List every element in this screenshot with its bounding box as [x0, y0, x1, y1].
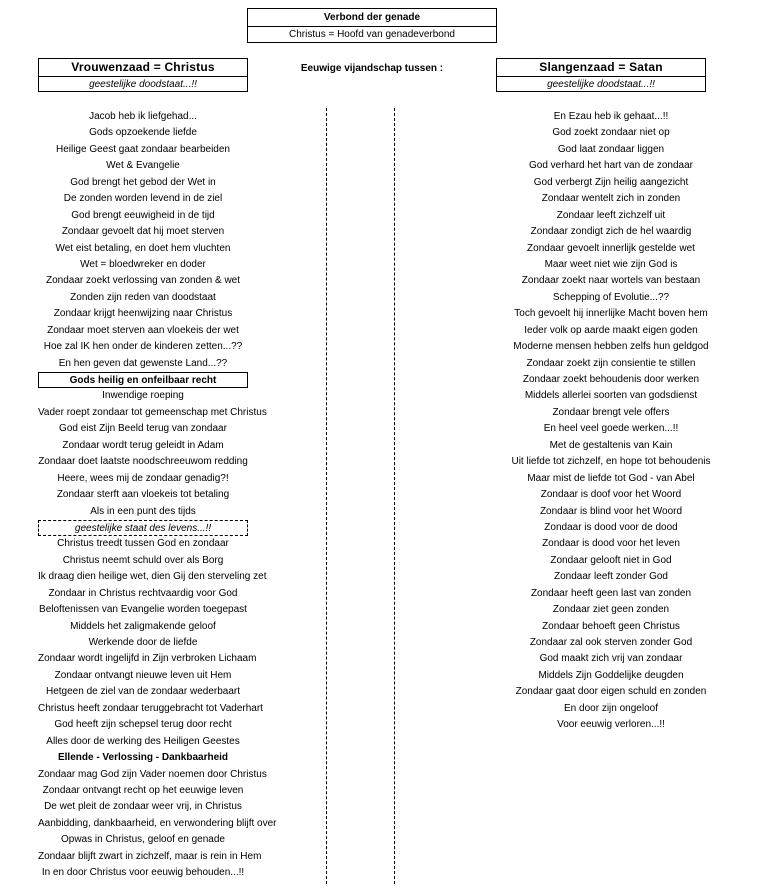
right-line: Zondaar ziet geen zonden: [552, 604, 670, 616]
right-line: God verbergt Zijn heilig aangezicht: [533, 176, 689, 188]
left-line: Zondaar ontvangt nieuwe leven uit Hem: [54, 669, 232, 681]
left-line: Jacob heb ik liefgehad...: [89, 111, 197, 122]
right-line: Zondaar zoekt naar wortels van bestaan: [521, 275, 701, 287]
right-line: Ieder volk op aarde maakt eigen goden: [524, 324, 698, 336]
right-line: Uit liefde tot zichzelf, en hope tot behoudenis: [511, 456, 711, 468]
left-line: Als in een punt des tijds: [90, 505, 196, 517]
left-line: Gods opzoekende liefde: [89, 127, 197, 139]
covenant-title-box: [247, 8, 497, 43]
left-line: Zondaar sterft aan vloekeis tot betaling: [56, 489, 230, 501]
left-line: God heeft zijn schepsel terug door recht: [54, 719, 232, 731]
left-line: De zonden worden levend in de ziel: [63, 193, 223, 205]
left-line: Zondaar mag God zijn Vader noemen door Christus: [38, 768, 267, 780]
left-line: Werkende door de liefde: [88, 637, 198, 648]
right-line: Zondaar zoekt zijn consientie te stillen: [526, 357, 696, 369]
left-line: Wet = bloedwreker en doder: [80, 258, 206, 270]
left-line: Christus neemt schuld over als Borg: [62, 554, 224, 566]
right-line: Zondaar is dood voor de dood: [544, 521, 678, 533]
right-line: Zondaar leeft zichzelf uit: [556, 209, 666, 221]
left-line: Zondaar zoekt verlossing van zonden & wet: [46, 275, 240, 287]
right-line: Zondaar zoekt behoudenis door werken: [522, 374, 700, 385]
left-line: geestelijke staat des levens...!!: [38, 520, 248, 536]
left-line: God brengt het gebod der Wet in: [70, 176, 216, 188]
right-line: Zondaar zal ook sterven zonder God: [529, 637, 693, 648]
right-header-title: Slangenzaad = Satan: [497, 59, 705, 77]
left-line: Inwendige roeping: [102, 390, 184, 402]
left-line: Hetgeen de ziel van de zondaar wederbaart: [45, 686, 241, 698]
middle-label: Eeuwige vijandschap tussen :: [300, 63, 444, 74]
left-line: Middels het zaligmakende geloof: [70, 620, 216, 632]
left-line: Ik draag dien heilige wet, dien Gij den sterveling zet: [38, 571, 267, 583]
covenant-title: Verbond der genade: [248, 9, 496, 27]
right-header-subtitle: geestelijke doodstaat...!!: [547, 79, 655, 90]
left-line: Heere, wees mij de zondaar genadig?!: [57, 472, 229, 484]
right-line: Toch gevoelt hij innerlijke Macht boven hem: [514, 308, 708, 320]
left-line: Zondaar gevoelt dat hij moet sterven: [61, 226, 225, 238]
left-line: De wet pleit de zondaar weer vrij, in Christus: [44, 801, 242, 813]
right-column: [496, 109, 726, 734]
right-line: Zondaar is blind voor het Woord: [539, 505, 683, 517]
left-line: Zondaar ontvangt recht op het eeuwige leven: [42, 784, 244, 796]
left-header-subtitle: geestelijke doodstaat...!!: [89, 79, 197, 90]
right-line: Voor eeuwig verloren...!!: [557, 719, 665, 731]
right-line: Zondaar is doof voor het Woord: [540, 489, 682, 501]
left-line: Opwas in Christus, geloof en genade: [61, 834, 225, 846]
right-line: Moderne mensen hebben zelfs hun geldgod: [513, 341, 709, 353]
left-line: Zondaar wordt terug geleidt in Adam: [62, 439, 224, 451]
left-line: Zondaar blijft zwart in zichzelf, maar is rein in Hem: [38, 850, 262, 862]
right-line: Middels Zijn Goddelijke deugden: [538, 669, 684, 681]
left-line: Wet & Evangelie: [106, 160, 180, 172]
right-line: En door zijn ongeloof: [564, 702, 658, 714]
left-line: Zondaar krijgt heenwijzing naar Christus: [53, 308, 233, 320]
left-line: Ellende - Verlossing - Dankbaarheid: [57, 752, 229, 764]
left-header-box: [38, 58, 248, 92]
left-line: Hoe zal IK hen onder de kinderen zetten...??: [43, 341, 243, 353]
right-line: En Ezau heb ik gehaat...!!: [553, 111, 669, 122]
right-line: Met de gestaltenis van Kain: [549, 439, 673, 451]
right-line: Zondaar zondigt zich de hel waardig: [530, 226, 692, 238]
right-line: Zondaar heeft geen last van zonden: [530, 587, 692, 599]
right-line: Zondaar gelooft niet in God: [550, 554, 672, 566]
right-line: Middels allerlei soorten van godsdienst: [524, 390, 698, 402]
right-line: Zondaar wentelt zich in zonden: [541, 193, 681, 205]
covenant-subtitle: Christus = Hoofd van genadeverbond: [289, 29, 455, 40]
right-line: Maar weet niet wie zijn God is: [544, 258, 678, 270]
right-line: Maar mist de liefde tot God - van Abel: [527, 472, 695, 484]
left-line: Zonden zijn reden van doodstaat: [70, 291, 216, 303]
right-line: Schepping of Evolutie...??: [552, 291, 670, 303]
right-line: Zondaar brengt vele offers: [552, 406, 670, 418]
right-line: God verhard het hart van de zondaar: [529, 160, 693, 172]
divider-line-left: [326, 108, 327, 884]
left-header-title: Vrouwenzaad = Christus: [39, 59, 247, 77]
divider-line-right: [394, 108, 395, 884]
right-line: Zondaar gaat door eigen schuld en zonden: [515, 686, 707, 698]
left-line: En hen geven dat gewenste Land...??: [58, 357, 228, 369]
left-line: Aanbidding, dankbaarheid, en verwondering blijft over: [38, 817, 277, 829]
right-line: God maakt zich vrij van zondaar: [539, 653, 683, 665]
right-line: En heel veel goede werken...!!: [543, 423, 679, 435]
left-line: Alles door de werking des Heiligen Geestes: [46, 735, 240, 747]
left-line: Zondaar in Christus rechtvaardig voor God: [48, 587, 238, 599]
right-line: Zondaar behoeft geen Christus: [542, 620, 680, 632]
left-line: God brengt eeuwigheid in de tijd: [71, 209, 215, 221]
left-line: God eist Zijn Beeld terug van zondaar: [59, 423, 227, 435]
left-line: Gods heilig en onfeilbaar recht: [38, 372, 248, 388]
right-line: God zoekt zondaar niet op: [552, 127, 670, 139]
right-header-box: [496, 58, 706, 92]
left-line: Vader roept zondaar tot gemeenschap met Christus: [38, 406, 267, 418]
left-column: [38, 109, 277, 882]
left-line: Heilige Geest gaat zondaar bearbeiden: [55, 143, 230, 155]
left-line: Beloftenissen van Evangelie worden toegepast: [39, 604, 247, 616]
left-line: Christus heeft zondaar teruggebracht tot Vaderhart: [38, 702, 263, 714]
left-line: Zondaar doet laatste noodschreeuwom redding: [38, 456, 248, 468]
right-line: Zondaar leeft zonder God: [554, 571, 668, 583]
right-line: Zondaar is dood voor het leven: [542, 538, 680, 550]
left-line: Wet eist betaling, en doet hem vluchten: [55, 242, 231, 254]
left-line: Zondaar moet sterven aan vloekeis der wet: [47, 324, 239, 336]
left-line: In en door Christus voor eeuwig behouden...!!: [41, 867, 245, 879]
right-line: Zondaar gevoelt innerlijk gestelde wet: [527, 242, 695, 254]
left-line: Christus treedt tussen God en zondaar: [57, 538, 229, 550]
left-line: Zondaar wordt ingelijfd in Zijn verbroken Lichaam: [38, 653, 257, 665]
right-line: God laat zondaar liggen: [557, 143, 665, 155]
